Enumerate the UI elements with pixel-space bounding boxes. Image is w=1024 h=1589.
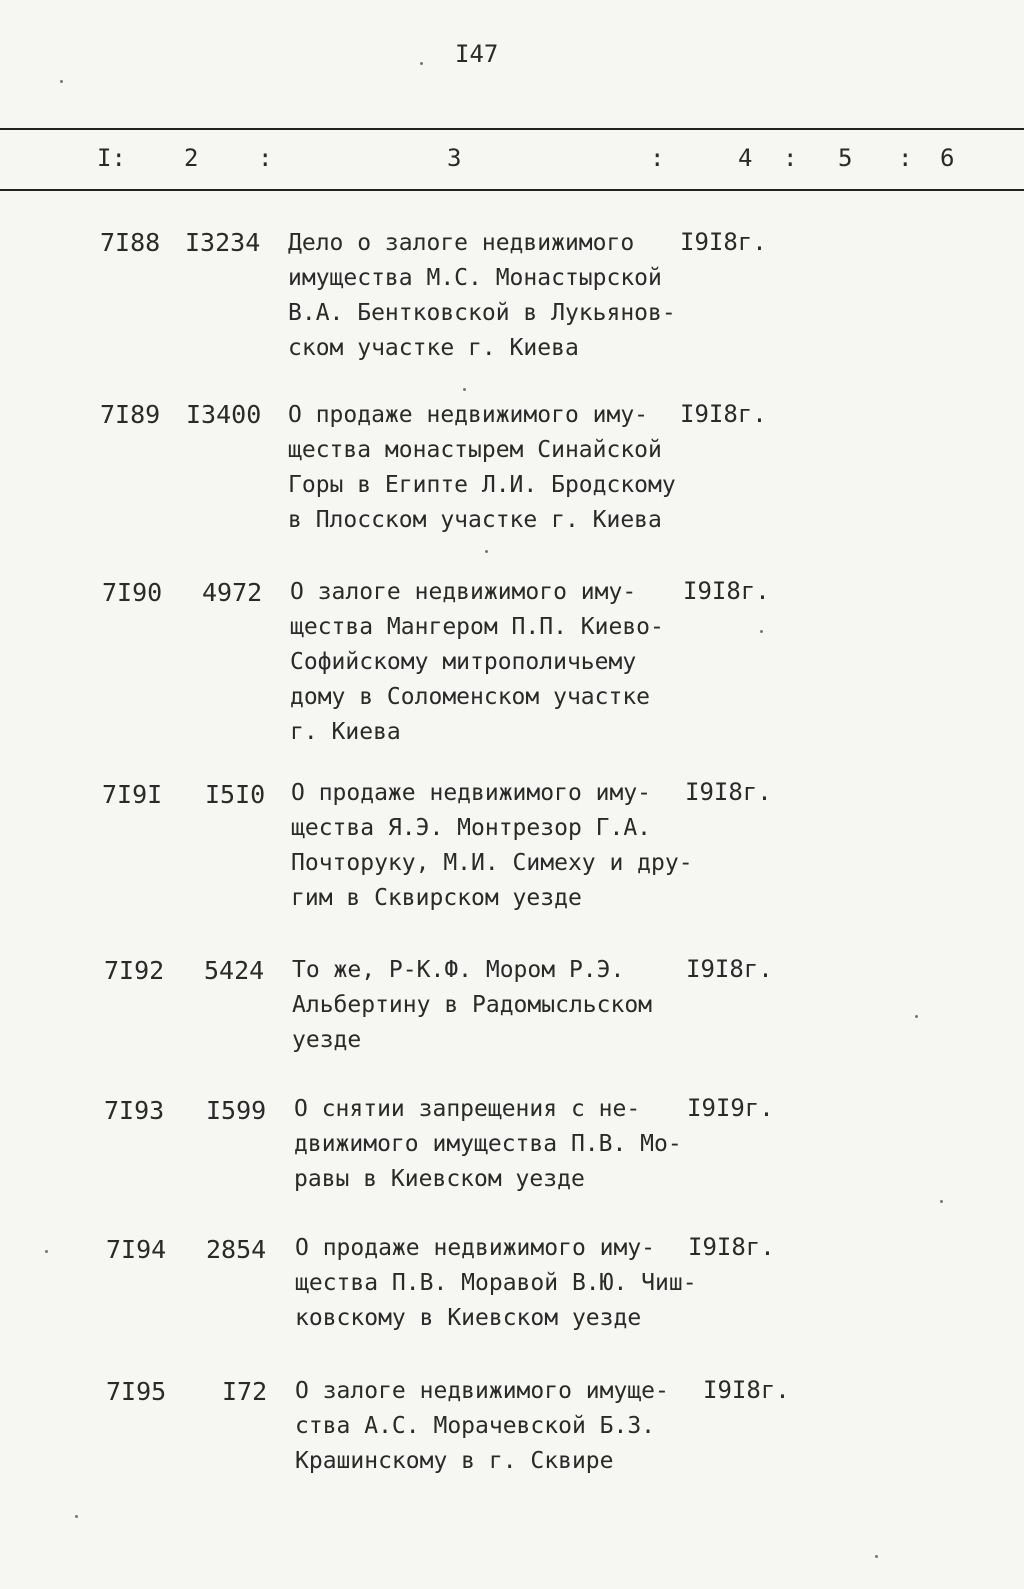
header-bottom-rule <box>0 189 1024 191</box>
entry-title <box>288 398 676 538</box>
entry-number: 7I89 <box>100 400 161 429</box>
file-number: I3234 <box>185 228 261 257</box>
scan-speck <box>463 388 466 391</box>
title-line: щества Мангером П.П. Киево- <box>290 614 664 640</box>
page-number: I47 <box>455 40 499 68</box>
title-line: О продаже недвижимого иму- <box>295 1235 656 1261</box>
header-col-3: 3 <box>447 144 462 172</box>
entry-date: I9I8г. <box>688 1233 775 1261</box>
scan-speck <box>45 1250 48 1253</box>
title-line: О залоге недвижимого имуще- <box>295 1378 669 1404</box>
title-line: гим в Сквирском уезде <box>291 885 582 911</box>
title-line: ковскому в Киевском уезде <box>295 1305 642 1331</box>
scan-speck <box>940 1200 943 1203</box>
file-number: 4972 <box>202 578 263 607</box>
title-line: движимого имущества П.В. Мо- <box>294 1131 682 1157</box>
entry-date: I9I9г. <box>687 1094 774 1122</box>
scan-speck <box>915 1015 918 1018</box>
title-line: щества П.В. Моравой В.Ю. Чиш- <box>295 1270 697 1296</box>
entry-date: I9I8г. <box>683 577 770 605</box>
entry-number: 7I88 <box>100 228 161 257</box>
entry-number: 7I93 <box>104 1096 165 1125</box>
file-number: I72 <box>222 1377 268 1406</box>
entry-title <box>291 776 693 916</box>
entry-title <box>290 575 664 750</box>
title-line: Крашинскому в г. Сквире <box>295 1448 614 1474</box>
title-line: равы в Киевском уезде <box>294 1166 585 1192</box>
header-col-2: 2 <box>184 144 199 172</box>
title-line: О залоге недвижимого иму- <box>290 579 637 605</box>
entry-number: 7I90 <box>102 578 163 607</box>
entry-date: I9I8г. <box>685 778 772 806</box>
scan-speck <box>75 1515 78 1518</box>
title-line: имущества М.С. Монастырской <box>288 265 662 291</box>
entry-number: 7I9I <box>102 780 163 809</box>
title-line: Софийскому митрополичьему <box>290 649 637 675</box>
title-line: уезде <box>292 1027 362 1053</box>
entry-title <box>295 1231 697 1336</box>
file-number: 5424 <box>204 956 265 985</box>
entry-title <box>292 953 652 1058</box>
file-number: 2854 <box>206 1235 267 1264</box>
scan-speck <box>485 550 488 553</box>
title-line: То же, Р-К.Ф. Мором Р.Э. <box>292 957 625 983</box>
file-number: I3400 <box>186 400 262 429</box>
entry-title <box>295 1374 669 1479</box>
header-col-5: 5 <box>838 144 853 172</box>
header-separator: : <box>650 144 665 172</box>
title-line: Альбертину в Радомысльском <box>292 992 653 1018</box>
header-top-rule <box>0 128 1024 130</box>
entry-date: I9I8г. <box>686 955 773 983</box>
scan-speck <box>420 62 423 65</box>
header-separator: : <box>783 144 798 172</box>
scan-speck <box>875 1555 878 1558</box>
header-separator: : <box>898 144 913 172</box>
header-col-4: 4 <box>738 144 753 172</box>
file-number: I5I0 <box>205 780 266 809</box>
header-separator: : <box>258 144 273 172</box>
title-line: щества монастырем Синайской <box>288 437 662 463</box>
title-line: О продаже недвижимого иму- <box>288 402 649 428</box>
header-col-6: 6 <box>940 144 955 172</box>
entry-number: 7I94 <box>106 1235 167 1264</box>
title-line: Почторуку, М.И. Симеху и дру- <box>291 850 693 876</box>
title-line: г. Киева <box>290 719 401 745</box>
title-line: Дело о залоге недвижимого <box>288 230 635 256</box>
title-line: в Плосском участке г. Киева <box>288 507 662 533</box>
entry-title <box>294 1092 682 1197</box>
entry-date: I9I8г. <box>680 400 767 428</box>
title-line: ства А.С. Морачевской Б.З. <box>295 1413 656 1439</box>
title-line: щества Я.Э. Монтрезор Г.А. <box>291 815 652 841</box>
title-line: О продаже недвижимого иму- <box>291 780 652 806</box>
entry-date: I9I8г. <box>703 1376 790 1404</box>
file-number: I599 <box>206 1096 267 1125</box>
entry-number: 7I95 <box>106 1377 167 1406</box>
entry-title <box>288 226 676 366</box>
title-line: О снятии запрещения с не- <box>294 1096 641 1122</box>
scan-speck <box>60 80 63 83</box>
title-line: ском участке г. Киева <box>288 335 579 361</box>
title-line: В.А. Бентковской в Лукьянов- <box>288 300 676 326</box>
scan-speck <box>760 630 763 633</box>
entry-date: I9I8г. <box>680 228 767 256</box>
entry-number: 7I92 <box>104 956 165 985</box>
title-line: Горы в Египте Л.И. Бродскому <box>288 472 676 498</box>
title-line: дому в Соломенском участке <box>290 684 651 710</box>
header-col-1: I: <box>97 144 126 172</box>
